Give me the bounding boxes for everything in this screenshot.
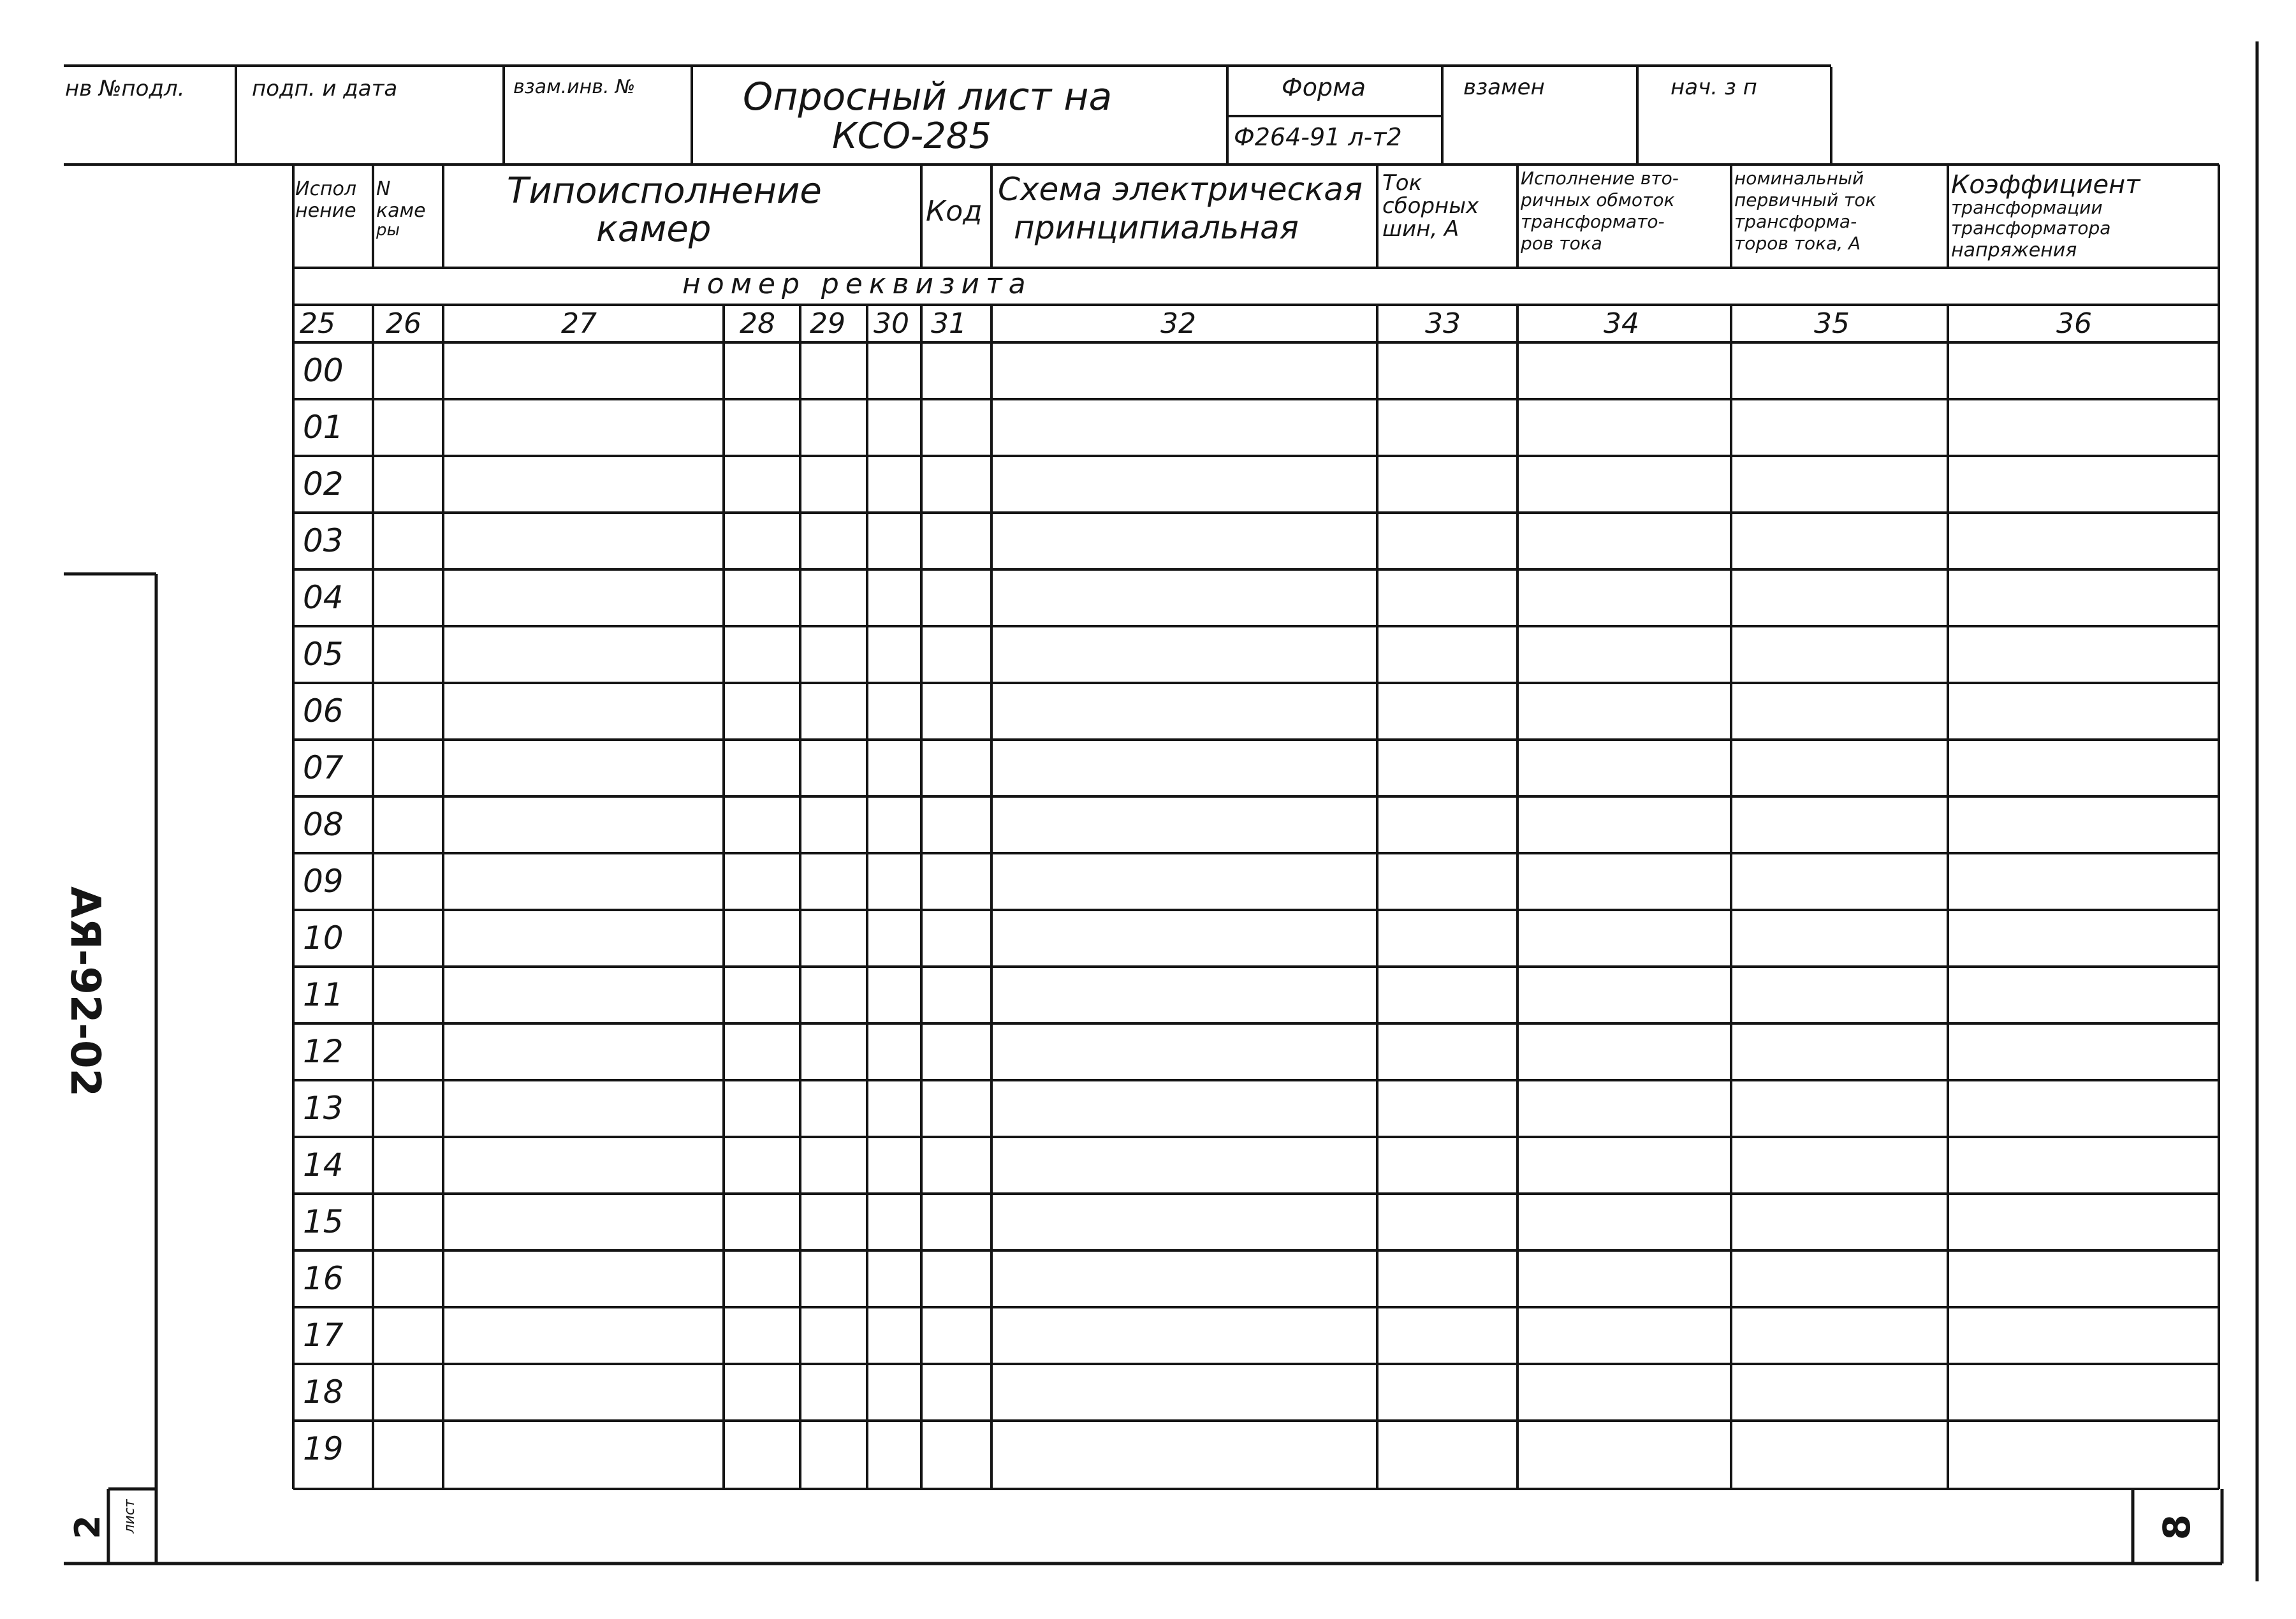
column-number: 36: [2056, 307, 2092, 340]
header-33-line1: Ток: [1382, 170, 1422, 196]
row-label: 06: [303, 692, 344, 729]
column-number: 26: [386, 307, 421, 340]
title-line-1: Опросный лист на: [743, 75, 1113, 119]
header-26-line1: N: [376, 178, 391, 200]
column-number: 27: [561, 307, 597, 340]
signature-date-cell: подп. и дата: [252, 76, 398, 101]
header-25-line1: Испол: [295, 178, 357, 200]
header-26-line3: ры: [376, 221, 400, 240]
header-34-line4: ров тока: [1521, 233, 1602, 254]
row-label: 15: [303, 1203, 344, 1240]
sheet-number: 2: [68, 1515, 108, 1539]
inv-number-cell: нв №подл.: [65, 76, 185, 101]
header-31: Код: [926, 195, 983, 228]
row-label: 10: [303, 919, 344, 956]
row-label: 19: [303, 1430, 344, 1467]
column-number: 35: [1814, 307, 1850, 340]
column-number: 30: [874, 307, 909, 340]
header-34-line1: Исполнение вто-: [1521, 168, 1679, 189]
form-label: Форма: [1282, 73, 1366, 101]
row-label: 04: [303, 579, 344, 616]
row-label: 08: [303, 806, 344, 843]
row-label: 14: [303, 1146, 344, 1183]
header-27-line2: камер: [596, 209, 712, 250]
row-label: 00: [303, 352, 344, 389]
form-code: Ф264-91 л-т2: [1234, 123, 1402, 151]
header-34-line3: трансформато-: [1521, 211, 1665, 232]
requisite-label: номер реквизита: [682, 268, 1032, 300]
start-cell: нач. з п: [1671, 75, 1757, 100]
header-36-line1: Коэффициент: [1951, 170, 2140, 200]
row-label: 03: [303, 522, 344, 559]
header-32-line2: принципиальная: [1014, 209, 1299, 246]
title-line-2: КСО-285: [832, 115, 992, 157]
header-27-line1: Типоисполнение: [507, 170, 822, 212]
replaces-cell: взамен: [1463, 75, 1545, 100]
row-label: 05: [303, 636, 344, 673]
row-label: 18: [303, 1374, 344, 1410]
row-label: 16: [303, 1260, 344, 1297]
header-26-line2: каме: [376, 200, 426, 222]
row-label: 01: [303, 409, 344, 446]
column-number: 34: [1604, 307, 1639, 340]
header-35-line1: номинальный: [1734, 168, 1864, 189]
column-number: 31: [931, 307, 967, 340]
column-number: 28: [740, 307, 775, 340]
sheet-label: лист: [122, 1499, 138, 1534]
header-33-line2: сборных: [1382, 193, 1479, 219]
column-number: 25: [300, 307, 335, 340]
column-number: 33: [1425, 307, 1461, 340]
header-36-line4: напряжения: [1951, 239, 2077, 261]
header-35-line4: торов тока, А: [1734, 233, 1861, 254]
row-label: 07: [303, 749, 344, 786]
column-number: 32: [1160, 307, 1196, 340]
row-label: 17: [303, 1317, 344, 1354]
header-36-line3: трансформатора: [1951, 217, 2111, 238]
header-36-line2: трансформации: [1951, 197, 2103, 218]
row-label: 11: [303, 976, 344, 1013]
replacement-inv-cell: взам.инв. №: [513, 76, 636, 98]
page-mark: 8: [2155, 1514, 2198, 1541]
row-label: 02: [303, 465, 344, 502]
row-label: 12: [303, 1033, 344, 1070]
header-35-line2: первичный ток: [1734, 189, 1876, 210]
header-32-line1: Схема электрическая: [998, 171, 1363, 208]
row-label: 09: [303, 863, 344, 900]
side-document-code: АЯ-92-02: [61, 886, 108, 1097]
header-33-line3: шин, А: [1382, 216, 1459, 242]
header-34-line2: ричных обмоток: [1521, 189, 1675, 210]
column-number: 29: [810, 307, 845, 340]
header-35-line3: трансформа-: [1734, 211, 1857, 232]
header-25-line2: нение: [295, 200, 356, 222]
row-label: 13: [303, 1090, 344, 1127]
